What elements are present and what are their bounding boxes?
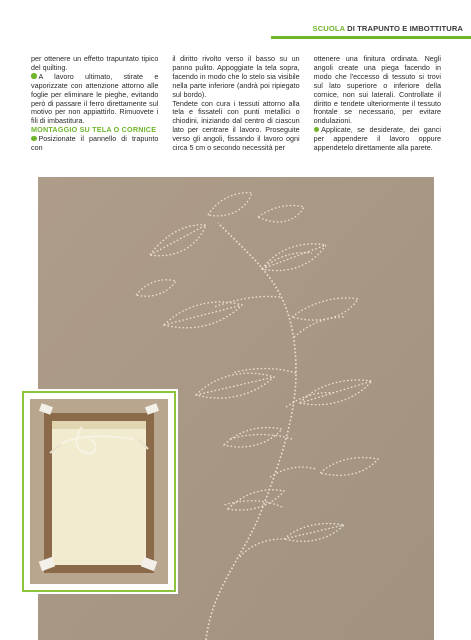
- bullet-icon: [314, 127, 320, 133]
- paragraph: Tendete con cura i tessuti attorno alla tela e fissateli con punti metallici o chiodini, iniziando dal centro di ciascun lato per centrare il lavoro. Proseguite verso gli angoli, fissando il lavoro ogni circa 5 cm o secondo necessità per: [172, 98, 300, 153]
- paragraph: [314, 126, 441, 153]
- paragraph: il diritto rivolto verso il basso su un panno pulito. Appoggiate la tela sopra, facendo in modo che lo stelo sia visibile nella parte inferiore (andrà poi ripiegato sul bordo).: [172, 54, 300, 99]
- paragraph: ottenere una finitura ordinata. Negli angoli create una piega facendo in modo che l'eccesso di tessuto si trovi sul lato superiore o inferiore della cornice, non sui laterali. Controllate il diritto e tendete ulteriormente il tessuto frontale se necessario, per evitare ondulazioni.: [313, 54, 441, 126]
- bullet-icon: [31, 136, 37, 142]
- paragraph: [31, 135, 158, 153]
- bullet-icon: [31, 73, 37, 79]
- section-heading: [313, 24, 471, 33]
- quilted-canvas-illustration: [0, 177, 471, 640]
- article-body: [31, 55, 441, 177]
- text-column-1: [31, 55, 158, 177]
- text-column-3: [314, 55, 441, 177]
- header-accent-bar: [271, 36, 471, 39]
- text-column-2: [172, 55, 299, 177]
- paragraph: per ottenere un effetto trapuntato tipico del quilting.: [31, 54, 159, 72]
- subheading: MONTAGGIO SU TELA O CORNICE: [31, 125, 157, 135]
- paragraph-text: Applicate, se desiderate, dei ganci per appendere il lavoro oppure appendetelo direttamente alla parete.: [313, 125, 441, 153]
- paragraph-text: Posizionate il pannello di trapunto con: [31, 134, 159, 153]
- paragraph-text: A lavoro ultimato, stirate e vaporizzate con attenzione attorno alle foglie per eliminare le pieghe, evitando però di passare il ferro direttamente sul motivo per non appiattirlo. Rimuovete i fili di imbastitura.: [31, 71, 159, 126]
- quilted-canvas-photo: [0, 177, 471, 640]
- page-header: [271, 20, 471, 36]
- inset-photo: [20, 389, 178, 594]
- section-label: SCUOLA: [312, 23, 345, 33]
- paragraph: [31, 73, 158, 126]
- section-title: DI TRAPUNTO E IMBOTTITURA: [347, 23, 463, 33]
